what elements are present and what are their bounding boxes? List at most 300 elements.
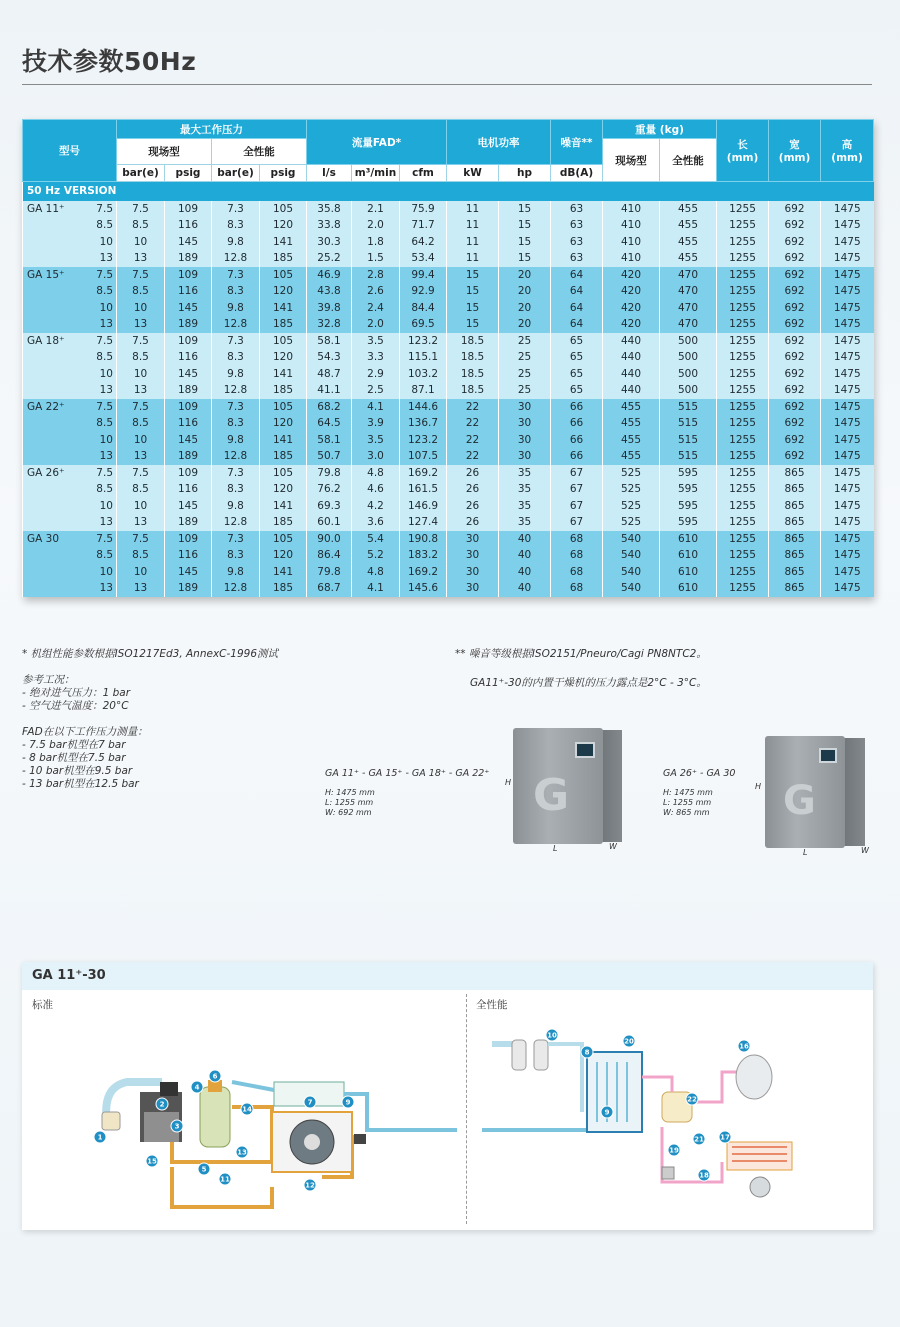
table-cell: 64.2 [400, 234, 447, 251]
table-cell: 1255 [717, 267, 769, 284]
table-cell: 7.5 [117, 465, 165, 482]
table-cell: 8.5 [117, 481, 165, 498]
table-cell: 39.8 [307, 300, 352, 317]
model-cell: 10 [23, 432, 117, 449]
table-cell: 692 [769, 415, 821, 432]
table-cell: 84.4 [400, 300, 447, 317]
table-cell: 8.3 [212, 217, 260, 234]
table-cell: 65 [551, 366, 603, 383]
header-weight-field: 现场型 [603, 139, 660, 182]
dim-w: W: 692 mm [325, 808, 372, 817]
table-cell: 141 [260, 432, 307, 449]
table-cell: 90.0 [307, 531, 352, 548]
note-line: 参考工况： [22, 674, 75, 686]
table-cell: 64 [551, 283, 603, 300]
table-row [23, 382, 874, 399]
table-cell: 69.3 [307, 498, 352, 515]
table-cell: 595 [660, 465, 717, 482]
header-motor: 电机功率 [447, 120, 551, 165]
table-cell: 610 [660, 580, 717, 597]
table-cell: 18.5 [447, 333, 499, 350]
callout-number [623, 1035, 635, 1047]
table-cell: 120 [260, 481, 307, 498]
svg-text:16: 16 [739, 1042, 749, 1051]
table-cell: 1475 [821, 333, 874, 350]
axis-l: L [803, 848, 808, 857]
table-cell: 15 [447, 300, 499, 317]
table-cell: 35 [499, 465, 551, 482]
table-cell: 68 [551, 580, 603, 597]
table-cell: 1255 [717, 415, 769, 432]
model-cell: GA 30 7.5 [23, 531, 117, 548]
table-cell: 15 [499, 201, 551, 218]
table-cell: 692 [769, 349, 821, 366]
callout-number [146, 1155, 158, 1167]
table-cell: 692 [769, 250, 821, 267]
noise-note: ** 噪音等级根据ISO2151/Pneuro/Cagi PN8NTC2。 [455, 648, 707, 660]
table-cell: 1255 [717, 580, 769, 597]
callout-number [668, 1144, 680, 1156]
machine-label-small: GA 11⁺ - GA 15⁺ - GA 18⁺ - GA 22⁺ [325, 768, 490, 779]
table-cell: 141 [260, 498, 307, 515]
table-cell: 26 [447, 481, 499, 498]
table-cell: 116 [165, 283, 212, 300]
table-cell: 30 [447, 564, 499, 581]
table-cell: 692 [769, 432, 821, 449]
version-label: 50 Hz VERSION [23, 182, 874, 201]
table-cell: 12.8 [212, 382, 260, 399]
table-cell: 13 [117, 448, 165, 465]
table-cell: 3.5 [352, 432, 400, 449]
table-cell: 116 [165, 217, 212, 234]
unit-header: dB(A) [551, 165, 603, 182]
callout-number [601, 1106, 613, 1118]
table-cell: 595 [660, 514, 717, 531]
svg-text:1: 1 [97, 1133, 103, 1142]
dim-l: L: 1255 mm [325, 798, 374, 807]
table-cell: 92.9 [400, 283, 447, 300]
table-cell: 103.2 [400, 366, 447, 383]
header-max-pressure: 最大工作压力 [117, 120, 307, 139]
table-cell: 35 [499, 498, 551, 515]
table-cell: 515 [660, 415, 717, 432]
table-cell: 185 [260, 580, 307, 597]
table-cell: 145 [165, 234, 212, 251]
table-cell: 540 [603, 564, 660, 581]
table-cell: 10 [117, 300, 165, 317]
table-cell: 3.3 [352, 349, 400, 366]
table-cell: 515 [660, 448, 717, 465]
table-cell: 1255 [717, 333, 769, 350]
table-cell: 2.0 [352, 316, 400, 333]
table-cell: 525 [603, 481, 660, 498]
model-cell: GA 26⁺ 7.5 [23, 465, 117, 482]
table-cell: 1475 [821, 465, 874, 482]
table-cell: 33.8 [307, 217, 352, 234]
table-cell: 183.2 [400, 547, 447, 564]
table-cell: 26 [447, 465, 499, 482]
table-cell: 1255 [717, 250, 769, 267]
table-cell: 22 [447, 415, 499, 432]
callout-number [241, 1103, 253, 1115]
table-cell: 105 [260, 333, 307, 350]
table-cell: 64.5 [307, 415, 352, 432]
table-row [23, 481, 874, 498]
table-cell: 440 [603, 349, 660, 366]
table-cell: 1255 [717, 465, 769, 482]
table-cell: 2.6 [352, 283, 400, 300]
table-cell: 68.7 [307, 580, 352, 597]
table-cell: 1475 [821, 283, 874, 300]
table-cell: 865 [769, 514, 821, 531]
table-cell: 1475 [821, 514, 874, 531]
table-cell: 3.9 [352, 415, 400, 432]
table-cell: 20 [499, 316, 551, 333]
table-row [23, 498, 874, 515]
svg-text:15: 15 [147, 1157, 157, 1166]
model-cell: 13 [23, 382, 117, 399]
table-cell: 141 [260, 366, 307, 383]
table-cell: 169.2 [400, 465, 447, 482]
header-field-type: 现场型 [117, 139, 212, 165]
table-cell: 30 [447, 580, 499, 597]
table-cell: 865 [769, 580, 821, 597]
table-cell: 470 [660, 267, 717, 284]
table-cell: 692 [769, 201, 821, 218]
table-cell: 525 [603, 498, 660, 515]
table-cell: 13 [117, 514, 165, 531]
table-cell: 144.6 [400, 399, 447, 416]
table-cell: 4.8 [352, 564, 400, 581]
table-cell: 41.1 [307, 382, 352, 399]
table-cell: 116 [165, 349, 212, 366]
compressor-image-small: G H L W [505, 722, 630, 852]
table-cell: 7.5 [117, 531, 165, 548]
table-cell: 53.4 [400, 250, 447, 267]
header-model: 型号 [23, 120, 117, 182]
table-cell: 58.1 [307, 333, 352, 350]
svg-text:11: 11 [220, 1175, 230, 1184]
table-cell: 65 [551, 382, 603, 399]
table-cell: 9.8 [212, 234, 260, 251]
table-cell: 2.9 [352, 366, 400, 383]
note-line [22, 661, 278, 674]
table-cell: 515 [660, 432, 717, 449]
table-cell: 455 [660, 250, 717, 267]
axis-w: W [609, 842, 617, 851]
table-cell: 116 [165, 547, 212, 564]
table-cell: 109 [165, 201, 212, 218]
table-cell: 1475 [821, 201, 874, 218]
model-cell: 8.5 [23, 217, 117, 234]
table-cell: 610 [660, 547, 717, 564]
model-cell: 13 [23, 448, 117, 465]
table-row [23, 514, 874, 531]
table-cell: 68 [551, 531, 603, 548]
header-fad: 流量FAD* [307, 120, 447, 165]
table-cell: 9.8 [212, 498, 260, 515]
table-cell: 79.8 [307, 465, 352, 482]
table-cell: 185 [260, 514, 307, 531]
model-cell: 13 [23, 514, 117, 531]
header-width: 宽 (mm) [769, 120, 821, 182]
table-cell: 54.3 [307, 349, 352, 366]
table-cell: 67 [551, 481, 603, 498]
table-cell: 9.8 [212, 564, 260, 581]
table-cell: 455 [603, 415, 660, 432]
table-cell: 146.9 [400, 498, 447, 515]
svg-text:7: 7 [307, 1098, 313, 1107]
table-cell: 3.6 [352, 514, 400, 531]
table-cell: 145 [165, 300, 212, 317]
table-cell: 105 [260, 399, 307, 416]
table-cell: 8.5 [117, 217, 165, 234]
table-cell: 12.8 [212, 448, 260, 465]
table-cell: 120 [260, 415, 307, 432]
table-cell: 123.2 [400, 432, 447, 449]
standard-circuit [102, 1080, 457, 1207]
table-cell: 63 [551, 234, 603, 251]
table-cell: 3.5 [352, 333, 400, 350]
table-row [23, 465, 874, 482]
table-cell: 10 [117, 432, 165, 449]
table-cell: 127.4 [400, 514, 447, 531]
unit-header: kW [447, 165, 499, 182]
table-cell: 1475 [821, 267, 874, 284]
table-cell: 145 [165, 564, 212, 581]
table-cell: 500 [660, 349, 717, 366]
table-cell: 610 [660, 564, 717, 581]
table-cell: 500 [660, 382, 717, 399]
table-cell: 8.5 [117, 547, 165, 564]
table-cell: 440 [603, 366, 660, 383]
table-cell: 30 [447, 531, 499, 548]
table-row [23, 531, 874, 548]
table-cell: 136.7 [400, 415, 447, 432]
page-title: 技术参数50Hz [22, 47, 197, 76]
table-cell: 692 [769, 366, 821, 383]
table-cell: 105 [260, 201, 307, 218]
table-cell: 11 [447, 250, 499, 267]
table-cell: 109 [165, 465, 212, 482]
table-cell: 12.8 [212, 316, 260, 333]
dryer-note: GA11⁺-30的内置干燥机的压力露点是2°C - 3°C。 [470, 677, 707, 689]
table-cell: 1255 [717, 201, 769, 218]
table-cell: 189 [165, 316, 212, 333]
table-cell: 7.3 [212, 201, 260, 218]
table-cell: 1255 [717, 300, 769, 317]
table-cell: 420 [603, 300, 660, 317]
table-cell: 123.2 [400, 333, 447, 350]
note-line [22, 713, 278, 726]
unit-header: l/s [307, 165, 352, 182]
table-cell: 8.3 [212, 415, 260, 432]
table-cell: 540 [603, 580, 660, 597]
table-cell: 107.5 [400, 448, 447, 465]
table-cell: 1475 [821, 564, 874, 581]
svg-text:17: 17 [720, 1133, 730, 1142]
table-cell: 116 [165, 415, 212, 432]
full-feature-callouts [546, 1029, 750, 1181]
table-cell: 13 [117, 250, 165, 267]
callout-number [94, 1131, 106, 1143]
unit-header: bar(e) [117, 165, 165, 182]
unit-header: m³/min [352, 165, 400, 182]
dim-w: W: 865 mm [663, 808, 710, 817]
table-cell: 25 [499, 366, 551, 383]
callout-number [191, 1081, 203, 1093]
table-cell: 11 [447, 201, 499, 218]
table-cell: 11 [447, 217, 499, 234]
svg-text:4: 4 [194, 1083, 200, 1092]
table-cell: 1255 [717, 432, 769, 449]
table-cell: 43.8 [307, 283, 352, 300]
table-cell: 25 [499, 382, 551, 399]
table-cell: 7.3 [212, 531, 260, 548]
table-cell: 525 [603, 514, 660, 531]
table-cell: 9.8 [212, 300, 260, 317]
table-cell: 22 [447, 448, 499, 465]
model-cell: GA 11⁺ 7.5 [23, 201, 117, 218]
table-cell: 10 [117, 234, 165, 251]
table-cell: 440 [603, 333, 660, 350]
table-row [23, 547, 874, 564]
table-cell: 67 [551, 465, 603, 482]
table-cell: 1255 [717, 564, 769, 581]
table-cell: 120 [260, 547, 307, 564]
table-cell: 1255 [717, 498, 769, 515]
table-cell: 99.4 [400, 267, 447, 284]
table-cell: 1255 [717, 514, 769, 531]
table-cell: 1255 [717, 283, 769, 300]
table-cell: 7.5 [117, 201, 165, 218]
diagram-full-feature-label: 全性能 [476, 999, 508, 1011]
table-cell: 63 [551, 250, 603, 267]
table-cell: 9.8 [212, 432, 260, 449]
table-cell: 20 [499, 283, 551, 300]
table-cell: 15 [447, 316, 499, 333]
axis-w: W [861, 846, 869, 855]
note-line: - 空气进气温度：20°C [22, 700, 129, 712]
table-cell: 189 [165, 580, 212, 597]
model-cell: 8.5 [23, 283, 117, 300]
table-cell: 1475 [821, 432, 874, 449]
model-cell: 8.5 [23, 481, 117, 498]
table-cell: 15 [447, 267, 499, 284]
notes-left [22, 648, 278, 791]
table-cell: 76.2 [307, 481, 352, 498]
table-cell: 185 [260, 316, 307, 333]
table-cell: 1255 [717, 448, 769, 465]
table-cell: 60.1 [307, 514, 352, 531]
table-cell: 8.3 [212, 481, 260, 498]
table-cell: 7.3 [212, 465, 260, 482]
table-cell: 15 [499, 234, 551, 251]
table-cell: 4.2 [352, 498, 400, 515]
table-cell: 1475 [821, 366, 874, 383]
table-cell: 105 [260, 267, 307, 284]
table-cell: 3.0 [352, 448, 400, 465]
svg-text:5: 5 [201, 1165, 207, 1174]
table-cell: 48.7 [307, 366, 352, 383]
table-cell: 410 [603, 217, 660, 234]
header-full-feature: 全性能 [212, 139, 307, 165]
svg-text:10: 10 [547, 1031, 557, 1040]
table-cell: 470 [660, 316, 717, 333]
table-cell: 185 [260, 448, 307, 465]
model-cell: 10 [23, 498, 117, 515]
table-cell: 75.9 [400, 201, 447, 218]
table-cell: 540 [603, 547, 660, 564]
table-cell: 2.8 [352, 267, 400, 284]
table-cell: 86.4 [307, 547, 352, 564]
table-cell: 71.7 [400, 217, 447, 234]
table-cell: 10 [117, 564, 165, 581]
note-line: FAD在以下工作压力测量： [22, 726, 148, 738]
table-cell: 68 [551, 564, 603, 581]
table-row [23, 283, 874, 300]
table-cell: 692 [769, 448, 821, 465]
callout-number [209, 1070, 221, 1082]
callout-number [236, 1146, 248, 1158]
table-cell: 1475 [821, 448, 874, 465]
table-cell: 470 [660, 300, 717, 317]
table-cell: 190.8 [400, 531, 447, 548]
table-cell: 10 [117, 498, 165, 515]
table-cell: 79.8 [307, 564, 352, 581]
table-cell: 470 [660, 283, 717, 300]
svg-text:21: 21 [694, 1135, 704, 1144]
table-cell: 1475 [821, 399, 874, 416]
table-cell: 8.3 [212, 547, 260, 564]
dim-l: L: 1255 mm [663, 798, 712, 807]
table-cell: 1475 [821, 217, 874, 234]
callout-number [198, 1163, 210, 1175]
table-cell: 145 [165, 432, 212, 449]
table-cell: 68.2 [307, 399, 352, 416]
table-cell: 40 [499, 564, 551, 581]
table-cell: 25 [499, 333, 551, 350]
table-cell: 692 [769, 333, 821, 350]
table-cell: 410 [603, 201, 660, 218]
svg-text:18: 18 [699, 1171, 709, 1180]
table-cell: 115.1 [400, 349, 447, 366]
table-cell: 7.3 [212, 399, 260, 416]
table-cell: 455 [660, 217, 717, 234]
table-cell: 105 [260, 531, 307, 548]
table-cell: 189 [165, 250, 212, 267]
svg-text:12: 12 [305, 1181, 315, 1190]
table-cell: 7.5 [117, 399, 165, 416]
table-cell: 420 [603, 267, 660, 284]
table-cell: 141 [260, 564, 307, 581]
dim-h: H: 1475 mm [325, 788, 375, 797]
table-cell: 4.6 [352, 481, 400, 498]
table-cell: 1475 [821, 316, 874, 333]
svg-text:14: 14 [242, 1105, 252, 1114]
table-cell: 69.5 [400, 316, 447, 333]
table-row [23, 201, 874, 218]
table-cell: 1475 [821, 415, 874, 432]
table-cell: 1475 [821, 349, 874, 366]
axis-h: H [505, 778, 512, 787]
table-cell: 67 [551, 514, 603, 531]
table-cell: 65 [551, 349, 603, 366]
table-cell: 5.2 [352, 547, 400, 564]
callout-number [581, 1046, 593, 1058]
table-cell: 2.4 [352, 300, 400, 317]
table-cell: 120 [260, 349, 307, 366]
